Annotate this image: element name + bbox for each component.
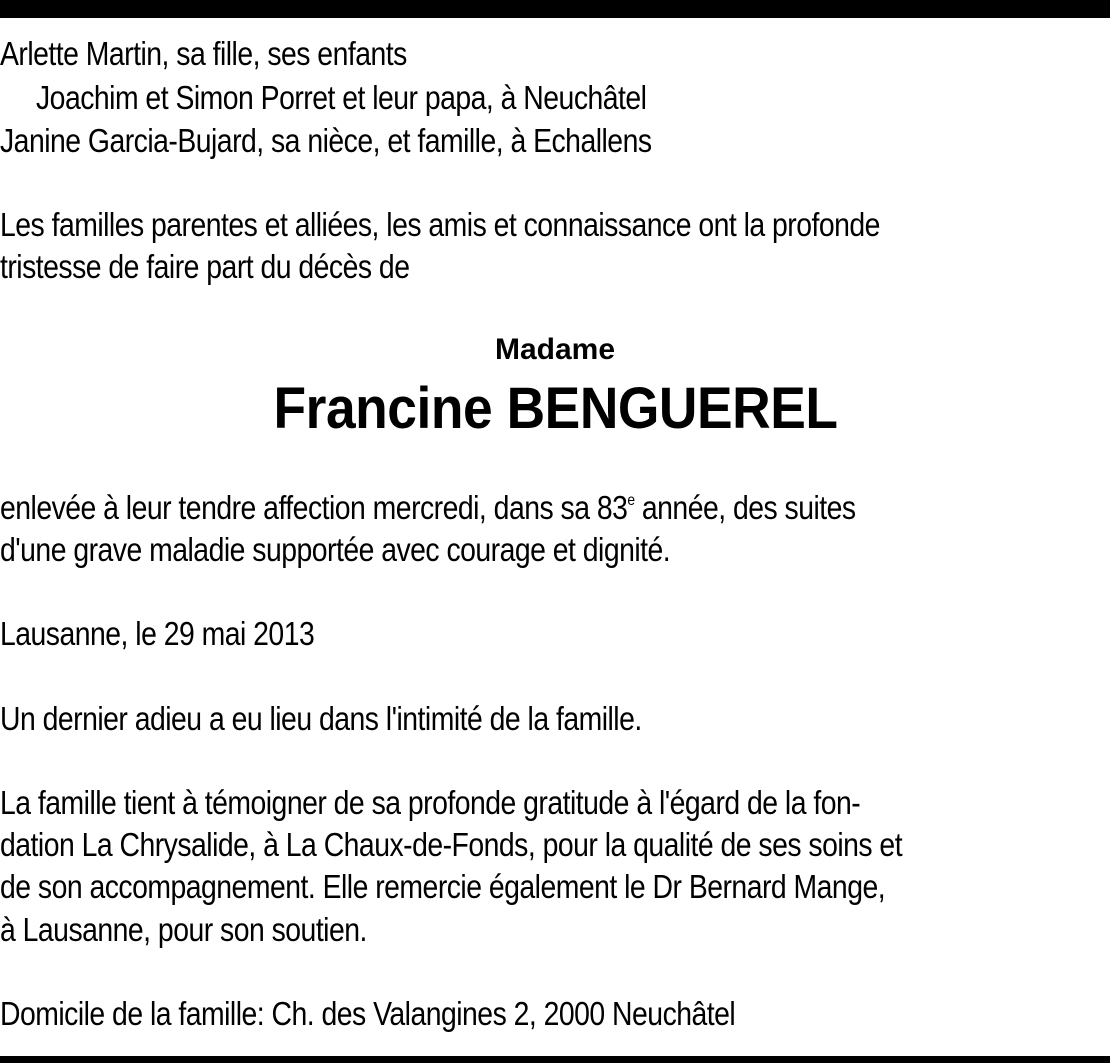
gratitude-line-1: La famille tient à témoigner de sa profonde gratitude à l'égard de la fon-	[0, 784, 861, 821]
gratitude-line-2: dation La Chrysalide, à La Chaux-de-Fonds, pour la qualité de ses soins et	[0, 826, 903, 863]
place-date: Lausanne, le 29 mai 2013	[0, 615, 315, 652]
family-line-1: Arlette Martin, sa fille, ses enfants	[0, 35, 407, 72]
ordinal-suffix: e	[627, 492, 635, 509]
circumstances-line-1	[0, 488, 856, 528]
deceased-name: Francine BENGUEREL	[273, 376, 837, 441]
family-address: Domicile de la famille: Ch. des Valangines 2, 2000 Neuchâtel	[0, 995, 736, 1032]
circumstances-text-a: enlevée à leur tendre affection mercredi, dans sa 83	[0, 489, 628, 526]
deceased-name-wrapper	[0, 376, 1110, 442]
family-line-2: Joachim et Simon Porret et leur papa, à Neuchâtel	[36, 79, 647, 116]
circumstances-line-2: d'une grave maladie supportée avec courage et dignité.	[0, 531, 671, 568]
top-rule	[0, 0, 1110, 18]
gratitude-line-3: de son accompagnement. Elle remercie également le Dr Bernard Mange,	[0, 868, 886, 905]
farewell-text: Un dernier adieu a eu lieu dans l'intimité de la famille.	[0, 700, 642, 737]
announcement-line-2: tristesse de faire part du décès de	[0, 248, 410, 285]
announcement-line-1: Les familles parentes et alliées, les amis et connaissance ont la profonde	[0, 206, 880, 243]
gratitude-line-4: à Lausanne, pour son soutien.	[0, 911, 367, 948]
family-line-3: Janine Garcia-Bujard, sa nièce, et famille, à Echallens	[0, 122, 652, 159]
circumstances-text-b: année, des suites	[634, 489, 856, 526]
deceased-salutation: Madame	[494, 333, 616, 366]
bottom-rule	[0, 1056, 1110, 1063]
